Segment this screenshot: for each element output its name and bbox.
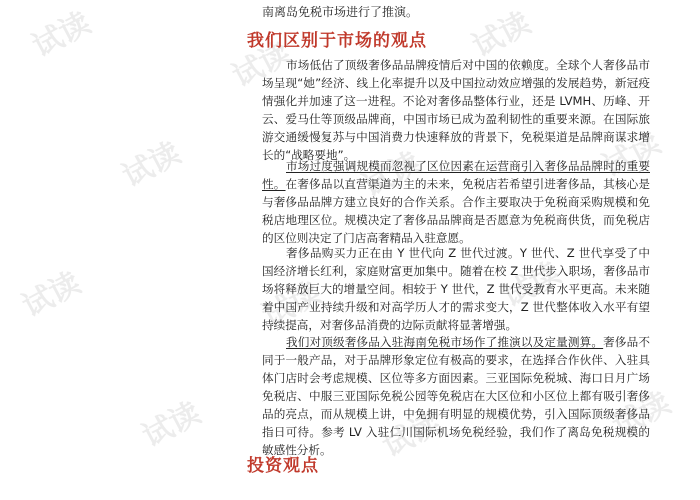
paragraph-3 — [262, 244, 650, 334]
paragraph-4 — [262, 333, 650, 459]
section-heading-viewpoint: 我们区别于市场的观点 — [247, 31, 427, 51]
watermark-text: 试读 — [496, 255, 567, 315]
watermark-text: 试读 — [356, 145, 427, 205]
paragraph-4-text: 奢侈品不同于一般产品，对于品牌形象定位有极高的要求，在选择合作伙伴、入驻具体门店时会考虑规模、区位等多方面因素。三亚国际免税城、海口日月广场免税店、中服三亚国际免税公园等免税店在大区位和小区位上都有吸引奢侈品的亮点，而从规模上讲，中免拥有明显的规模优势，引入国际顶级奢侈品指日可待。参考 LV 入驻仁川国际机场免税经验，我们作了离岛免税规模的敏感性分析。 — [262, 335, 650, 457]
watermark-text: 试读 — [466, 5, 537, 65]
watermark-text: 试读 — [116, 135, 187, 195]
watermark-text: 试读 — [376, 405, 447, 465]
watermark-text: 试读 — [16, 265, 87, 325]
watermark-text: 试读 — [606, 385, 677, 445]
paragraph-4-underlined: 我们对顶级奢侈品入驻海南免税市场作了推演以及定量测算。 — [286, 335, 604, 349]
watermark-text: 试读 — [596, 125, 667, 185]
watermark-text: 试读 — [26, 5, 97, 65]
paragraph-2 — [262, 157, 650, 247]
paragraph-2-underlined: 市场过度强调规模而忽视了区位因素在运营商引入奢侈品品牌时的重要性。 — [262, 159, 650, 191]
watermark-text: 试读 — [226, 35, 297, 95]
watermark-text: 试读 — [256, 275, 327, 335]
section-heading-investment: 投资观点 — [247, 456, 319, 476]
body-text-fragment: 南离岛免税市场进行了推演。 — [262, 5, 419, 19]
paragraph-2-text: 在奢侈品以直营渠道为主的未来，免税店若希望引进奢侈品，其核心是与奢侈品品牌方建立良好的合作关系。合作主要取决于免税商采购规模和免税店地理区位。规模决定了奢侈品品牌商是否愿意为免税商供货，而免税店的区位则决定了门店高奢精品入驻意愿。 — [262, 177, 650, 245]
paragraph-1 — [262, 56, 650, 164]
watermark-text: 试读 — [136, 395, 207, 455]
paragraph-1-text: 市场低估了顶级奢侈品品牌疫情后对中国的依赖度。全球个人奢侈品市场呈现“她”经济、线上化率提升以及中国拉动效应增强的发展趋势，新冠疫情强化并加速了这一进程。不论对奢侈品整体行业，还是 LVMH、历峰、开云、爱马仕等顶级品牌商，中国市场已成为盈利韧性的重要来源。在国际旅游交通缓慢复苏与中国消费力快速释放的背景下，免税渠道是品牌商谋求增长的“战略要地”。 — [262, 58, 650, 162]
paragraph-3-text: 奢侈品购买力正在由 Y 世代向 Z 世代过渡。Y 世代、Z 世代享受了中国经济增长红利，家庭财富更加集中。随着在校 Z 世代步入职场，奢侈品市场将释放巨大的增量空间。相较于 Y 世代，Z 世代受教育水平更高。未来随着中国产业持续升级和对高学历人才的需求变大，Z 世代整体收入水平有望持续提高，对奢侈品消费的边际贡献将显著增强。 — [262, 246, 650, 332]
